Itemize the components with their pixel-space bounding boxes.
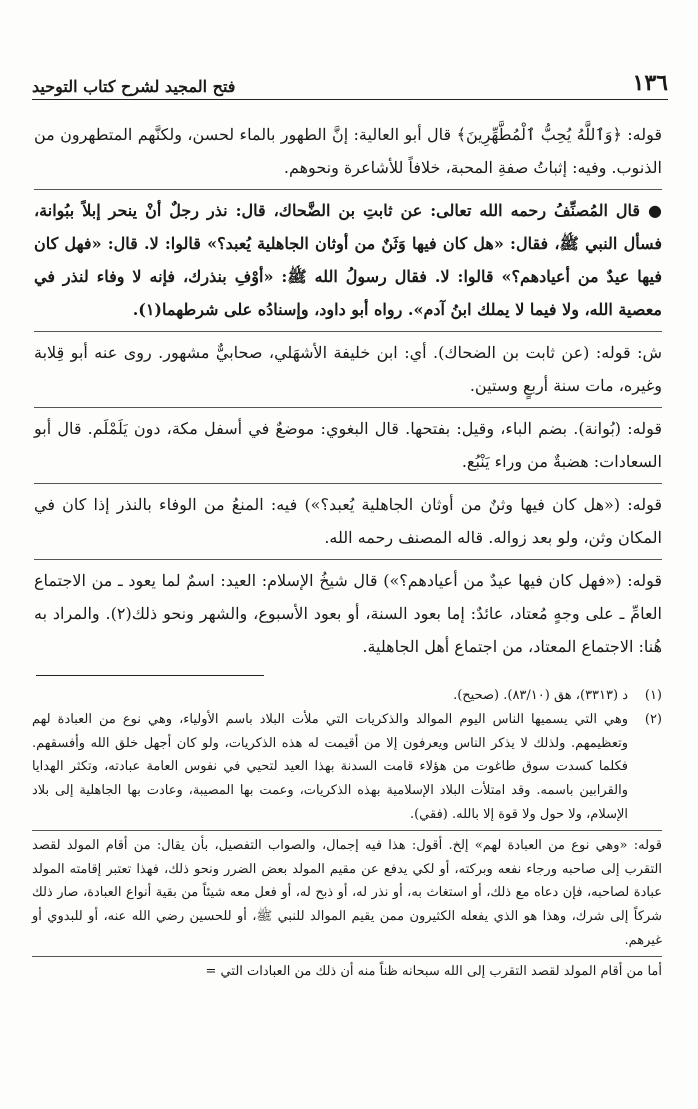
footnote-item (32, 708, 662, 827)
footnote-text: د (٣٣١٣)، هق (٨٣/١٠). (صحيح). (453, 688, 628, 703)
footnote-divider (32, 830, 662, 831)
paragraph: ش: قوله: (عن ثابت بن الضحاك). أي: ابن خليفة الأشهَلي، صحابيٌّ مشهور. روى عنه أبو قِلابة وغيره، مات سنة أربعٍ وستين. (34, 331, 662, 407)
paragraph: قوله: («هل كان فيها وثنٌ من أوثان الجاهلية يُعبد؟») فيه: المنعُ من الوفاء بالنذر إذا كان في المكان وثن، ولو بعد زواله. قاله المصنف رحمه الله. (34, 483, 662, 559)
paragraph: قوله: («فهل كان فيها عيدٌ من أعيادهم؟») قال شيخُ الإسلام: العيد: اسمٌ لما يعود ـ من الاجتماع العامِّ ـ على وجهٍ مُعتاد، عائدٌ: إما بعود السنة، أو بعود الأسبوع، والشهر ونحو ذلك(٢). والمراد به هُنا: الاجتماع المعتاد، من اجتماع أهل الجاهلية. (34, 559, 662, 668)
footnote-commentary: أما من أقام المولد لقصد التقرب إلى الله سبحانه ظناً منه أن ذلك من العبادات التي = (205, 963, 662, 979)
running-header (32, 62, 668, 100)
page-number: ١٣٦ (632, 70, 668, 96)
footnote-item (32, 684, 662, 708)
footnote-divider (32, 956, 662, 957)
footnotes (32, 684, 662, 984)
hadith-paragraph: ● قال المُصنِّفُ رحمه الله تعالى: عن ثابتِ بن الضَّحاك، قال: نذر رجلٌ أنْ ينحر إبلاً ببُوانة، فسأل النبي ﷺ، فقال: «هل كان فيها وَثَنٌ من أوثان الجاهلية يُعبد؟» قالوا: لا. قال: «فهل كان فيها عيدٌ من أعيادهم؟» قالوا: لا. فقال رسولُ الله ﷺ: «أوْفِ بنذرك، فإنه لا وفاء لنذر في معصية الله، ولا فيما لا يملك ابنُ آدم». رواه أبو داود، وإسنادُه على شرطهما(١). (34, 189, 662, 331)
paragraph: قوله: ﴿وَٱللَّهُ يُحِبُّ ٱلْمُطَّهِّرِينَ﴾ قال أبو العالية: إنَّ الطهور بالماء لحسن، ولكنَّهم المتطهرون من الذنوب. وفيه: إثباتُ صفةِ المحبة، خلافاً للأشاعرة ونحوهم. (34, 125, 662, 177)
main-text (34, 118, 662, 668)
footnote-text: وهي التي يسميها الناس اليوم الموالد والذكريات التي ملأت البلاد باسم الأولياء، وهي نوع من العبادة لهم وتعظيمهم. ولذلك لا يذكر الناس ويعرفون إلا من أقيمت له هذه الذكريات، ولو كان أجهل خلق الله وأفسقهم. فكلما كسدت سوق طاغوت من هؤلاء قامت السدنة بهذا العيد لتحيي في نفوس العامة عبادته، وتكثر الهدايا والقرابين باسمه. وقد امتلأت البلاد الإسلامية بهذه الذكريات، وعمت بها المصيبة، وعادت بها الجاهلية إلى بلاد الإسلام، ولا حول ولا قوة إلا بالله. (فقي). (32, 711, 628, 822)
paragraph: قوله: (بُوانة). بضم الباء، وقيل: بفتحها. قال البغوي: موضعٌ في أسفل مكة، دون يَلَمْلَم. قال أبو السعادات: هضبةٌ من وراء يَنْبُع. (34, 407, 662, 483)
footnote-commentary: قوله: «وهي نوع من العبادة لهم» إلخ. أقول: هذا فيه إجمال، والصواب التفصيل، بأن يقال: من أقام المولد لقصد التقرب إلى صاحبه ورجاء نفعه وبركته، أو لكي يدفع عن مقيم المولد بعض الضرر ونحو ذلك، فهذا تعتبر إقامته المولد عبادة لصاحبه، فإن دعاه مع ذلك، أو استغاث به، أو نذر له، أو ذبح له، أو فعل معه شيئاً من بقية أنواع العبادة، صار ذلك شركاً إلى شرك، وهذا هو الذي يفعله الكثيرون ممن يقيم الموالد للنبي ﷺ، أو للحسين رضي الله عنه، أو للبدوي أو غيرهم. (32, 837, 662, 948)
book-title: فتح المجيد لشرح كتاب التوحيد (32, 77, 236, 96)
footnote-number: (٢) (644, 711, 662, 727)
footnote-number: (١) (644, 688, 662, 703)
footnote-rule (36, 675, 264, 676)
